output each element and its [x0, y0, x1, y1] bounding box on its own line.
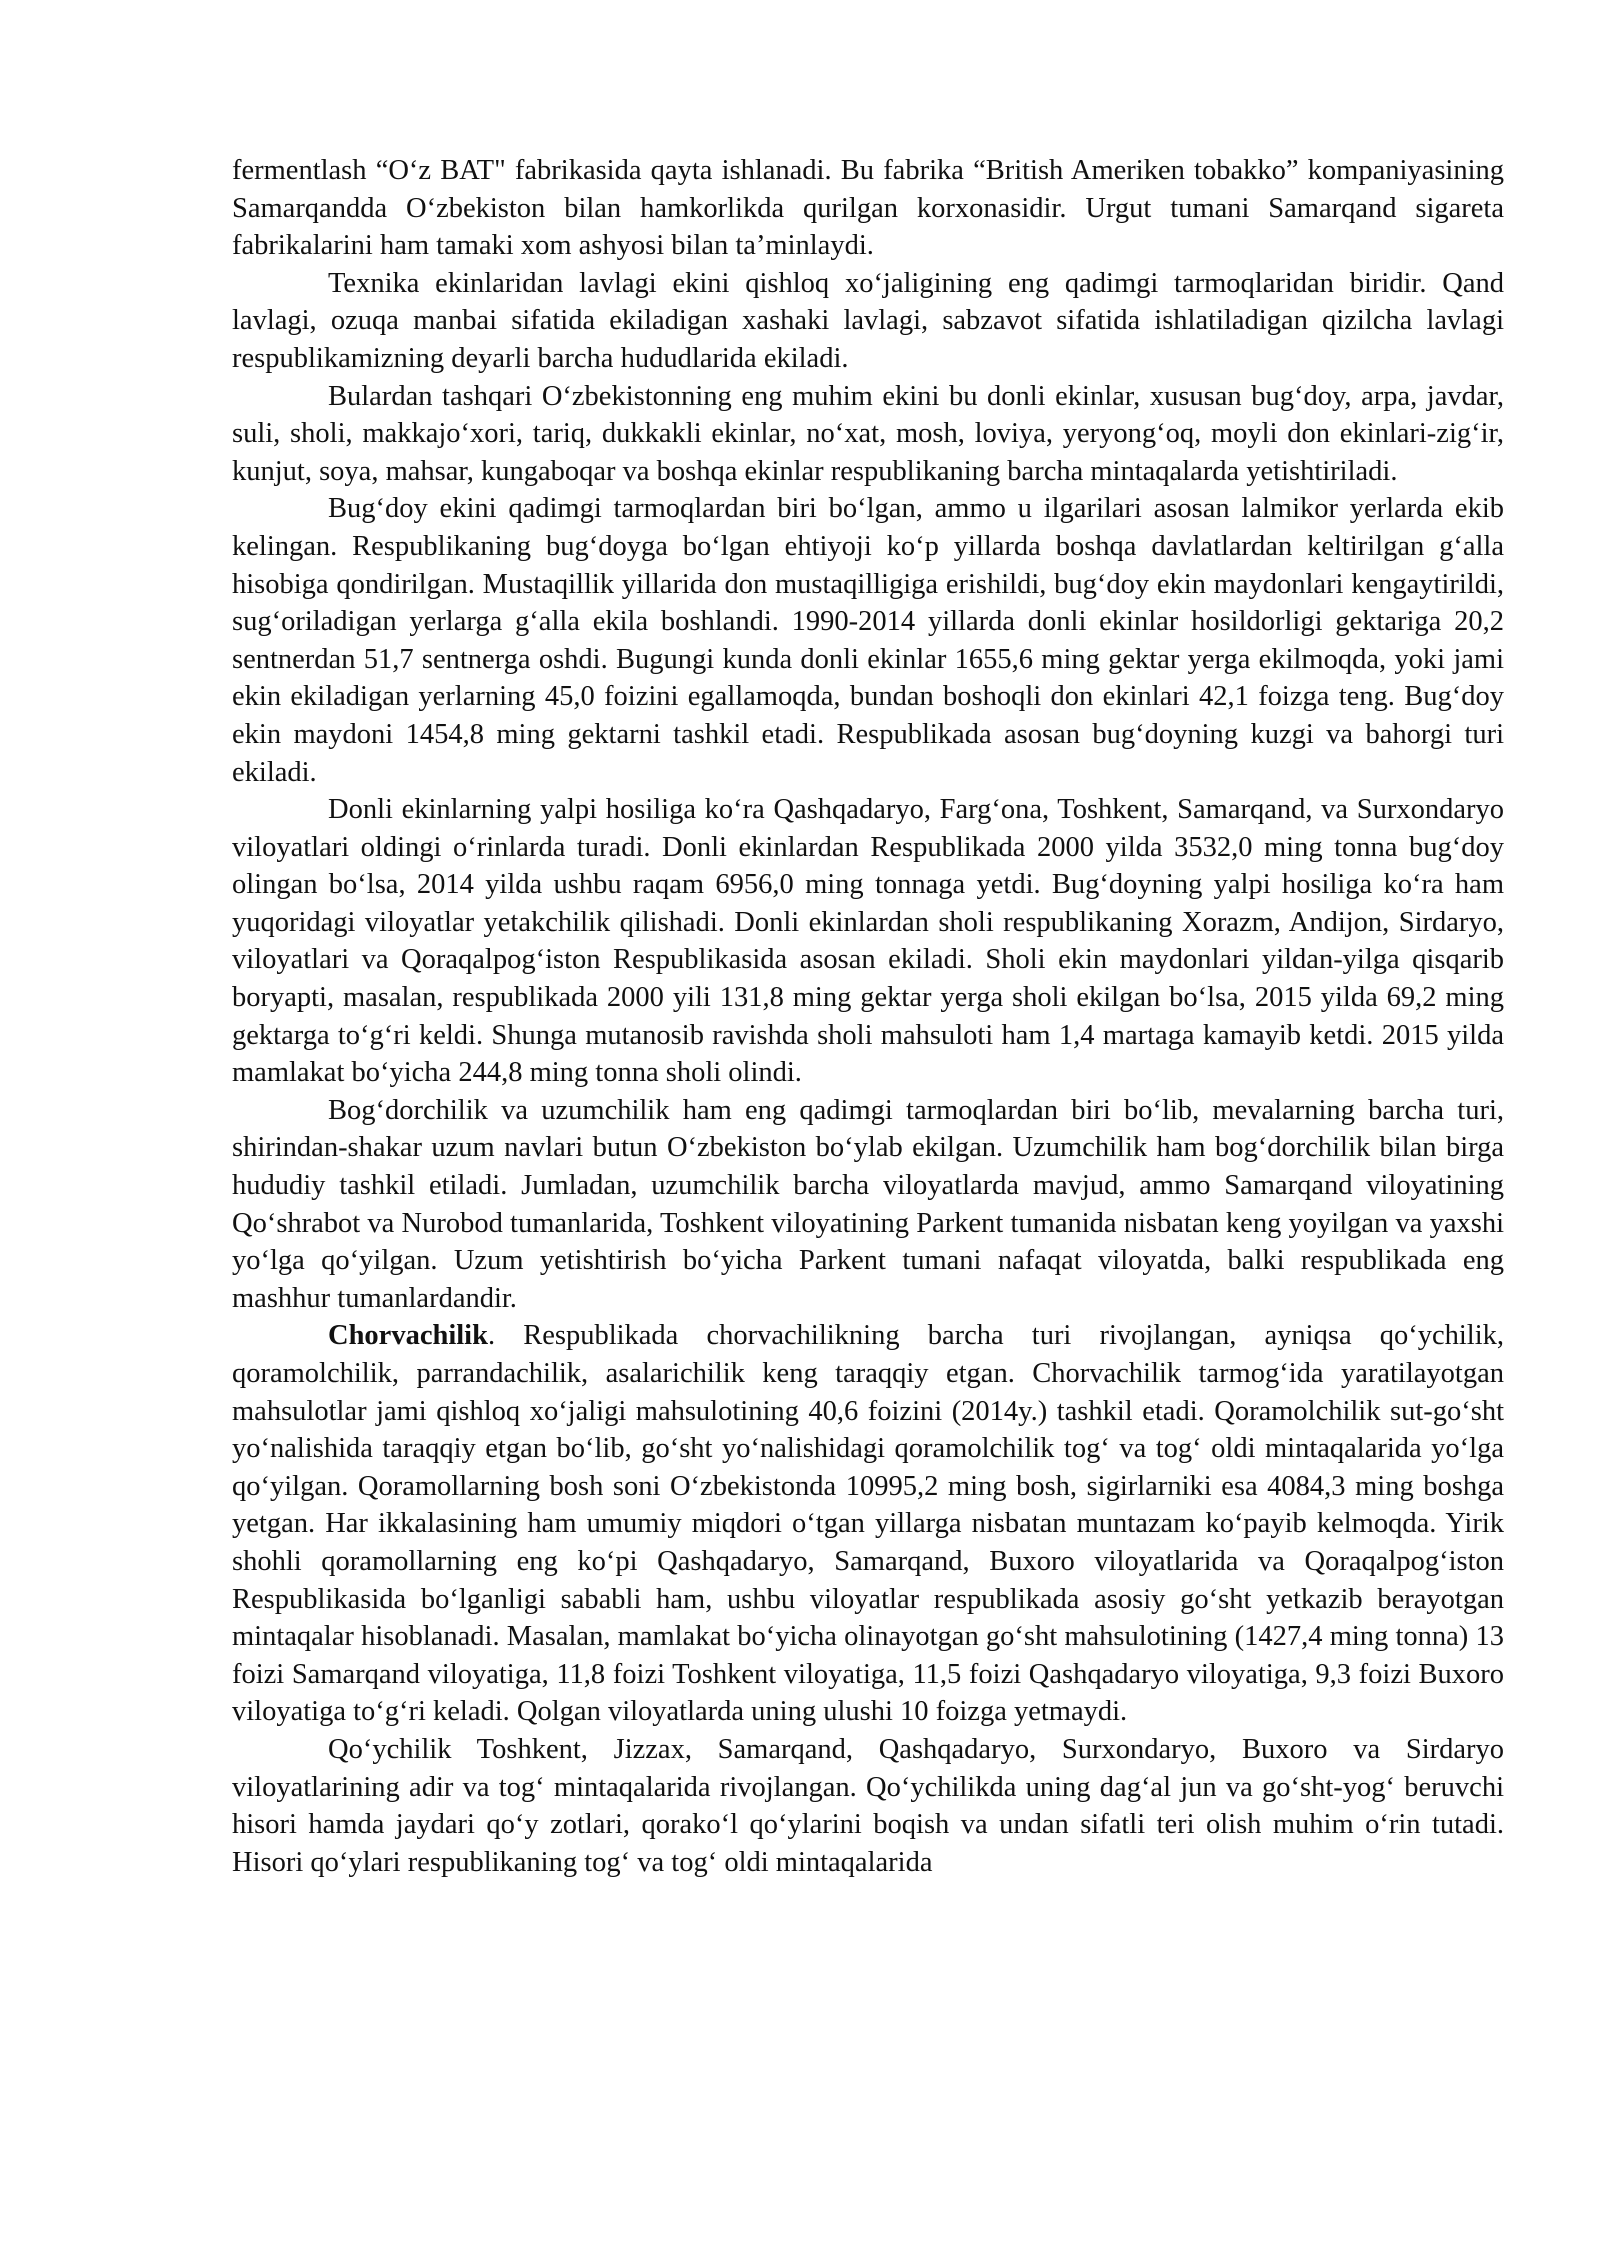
section-heading-livestock: Chorvachilik	[328, 1320, 488, 1352]
paragraph-tobacco-processing: fermentlash “O‘z BAT" fabrikasida qayta ishlanadi. Bu fabrika “British Ameriken tobakko” kompaniyasining Samarqandda O‘zbekiston bilan hamkorlikda qurilgan korxonasidir. Urgut tumani Samarqand sigareta fabrikalarini ham tamaki xom ashyosi bilan ta’minlaydi.	[232, 155, 1504, 262]
paragraph-horticulture-viticulture: Bog‘dorchilik va uzumchilik ham eng qadimgi tarmoqlardan biri bo‘lib, mevalarning barcha turi, shirindan-shakar uzum navlari butun O‘zbekiston bo‘ylab ekilgan. Uzumchilik ham bog‘dorchilik bilan birga hududiy tashkil etiladi. Jumladan, uzumchilik barcha viloyatlarda mavjud, ammo Samarqand viloyatining Qo‘shrabot va Nurobod tumanlarida, Toshkent viloyatining Parkent tumanida nisbatan keng yoyilgan va yaxshi yo‘lga qo‘yilgan. Uzum yetishtirish bo‘yicha Parkent tumani nafaqat viloyatda, balki respublikada eng mashhur tumanlardandir.	[232, 1094, 1504, 1314]
paragraph-wheat: Bug‘doy ekini qadimgi tarmoqlardan biri bo‘lgan, ammo u ilgarilari asosan lalmikor yerlarda ekib kelingan. Respublikaning bug‘doyga bo‘lgan ehtiyoji ko‘p yillarda boshqa davlatlardan keltirilgan g‘alla hisobiga qondirilgan. Mustaqillik yillarida don mustaqilligiga erishildi, bug‘doy ekin maydonlari kengaytirildi, sug‘oriladigan yerlarga g‘alla ekila boshlandi. 1990-2014 yillarda donli ekinlar hosildorligi gektariga 20,2 sentnerdan 51,7 sentnerga oshdi. Bugungi kunda donli ekinlar 1655,6 ming gektar yerga ekilmoqda, yoki jami ekin ekiladigan yerlarning 45,0 foizini egallamoqda, bundan boshoqli don ekinlari 42,1 foizga teng. Bug‘doy ekin maydoni 1454,8 ming gektarni tashkil etadi. Respublikada asosan bug‘doyning kuzgi va bahorgi turi ekiladi.	[232, 493, 1504, 788]
document-page	[232, 152, 1504, 1881]
paragraph-livestock	[232, 1317, 1504, 1731]
paragraph-grain-harvest-rice: Donli ekinlarning yalpi hosiliga ko‘ra Qashqadaryo, Farg‘ona, Toshkent, Samarqand, va Surxondaryo viloyatlari oldingi o‘rinlarda turadi. Donli ekinlardan Respublikada 2000 yilda 3532,0 ming tonna bug‘doy olingan bo‘lsa, 2014 yilda ushbu raqam 6956,0 ming tonnaga yetdi. Bug‘doyning yalpi hosiliga ko‘ra ham yuqoridagi viloyatlar yetakchilik qilishadi. Donli ekinlardan sholi respublikaning Xorazm, Andijon, Sirdaryo, viloyatlari va Qoraqalpog‘iston Respublikasida asosan ekiladi. Sholi ekin maydonlari yildan-yilga qisqarib boryapti, masalan, respublikada 2000 yili 131,8 ming gektar yerga sholi ekilgan bo‘lsa, 2015 yilda 69,2 ming gektarga to‘g‘ri keldi. Shunga mutanosib ravishda sholi mahsuloti ham 1,4 martaga kamayib ketdi. 2015 yilda mamlakat bo‘yicha 244,8 ming tonna sholi olindi.	[232, 794, 1504, 1089]
paragraph-livestock-body: . Respublikada chorvachilikning barcha turi rivojlangan, ayniqsa qo‘ychilik, qoramolchilik, parrandachilik, asalarichilik keng taraqqiy etgan. Chorvachilik tarmog‘ida yaratilayotgan mahsulotlar jami qishloq xo‘jaligi mahsulotining 40,6 foizini (2014y.) tashkil etadi. Qoramolchilik sut-go‘sht yo‘nalishida taraqqiy etgan bo‘lib, go‘sht yo‘nalishidagi qoramolchilik tog‘ va tog‘ oldi mintaqalarida yo‘lga qo‘yilgan. Qoramollarning bosh soni O‘zbekistonda 10995,2 ming bosh, sigirlarniki esa 4084,3 ming boshga yetgan. Har ikkalasining ham umumiy miqdori o‘tgan yillarga nisbatan muntazam ko‘payib kelmoqda. Yirik shohli qoramollarning eng ko‘pi Qashqadaryo, Samarqand, Buxoro viloyatlarida va Qoraqalpog‘iston Respublikasida bo‘lganligi sababli ham, ushbu viloyatlar respublikada asosiy go‘sht yetkazib berayotgan mintaqalar hisoblanadi. Masalan, mamlakat bo‘yicha olinayotgan go‘sht mahsulotining (1427,4 ming tonna) 13 foizi Samarqand viloyatiga, 11,8 foizi Toshkent viloyatiga, 11,5 foizi Qashqadaryo viloyatiga, 9,3 foizi Buxoro viloyatiga to‘g‘ri keladi. Qolgan viloyatlarda uning ulushi 10 foizga yetmaydi.	[232, 1320, 1504, 1728]
paragraph-sheep-breeding: Qo‘ychilik Toshkent, Jizzax, Samarqand, Qashqadaryo, Surxondaryo, Buxoro va Sirdaryo viloyatlarining adir va tog‘ mintaqalarida rivojlangan. Qo‘ychilikda uning dag‘al jun va go‘sht-yog‘ beruvchi hisori hamda jaydari qo‘y zotlari, qorako‘l qo‘ylarini boqish va undan sifatli teri olish muhim o‘rin tutadi. Hisori qo‘ylari respublikaning tog‘ va tog‘ oldi mintaqalarida	[232, 1733, 1504, 1878]
paragraph-grain-crops-list: Bulardan tashqari O‘zbekistonning eng muhim ekini bu donli ekinlar, xususan bug‘doy, arpa, javdar, suli, sholi, makkajo‘xori, tariq, dukkakli ekinlar, no‘xat, mosh, loviya, yeryong‘oq, moyli don ekinlari-zig‘ir, kunjut, soya, mahsar, kungaboqar va boshqa ekinlar respublikaning barcha mintaqalarda yetishtiriladi.	[232, 380, 1504, 487]
paragraph-sugar-beet: Texnika ekinlaridan lavlagi ekini qishloq xo‘jaligining eng qadimgi tarmoqlaridan biridir. Qand lavlagi, ozuqa manbai sifatida ekiladigan xashaki lavlagi, sabzavot sifatida ishlatiladigan qizilcha lavlagi respublikamizning deyarli barcha hududlarida ekiladi.	[232, 267, 1504, 374]
